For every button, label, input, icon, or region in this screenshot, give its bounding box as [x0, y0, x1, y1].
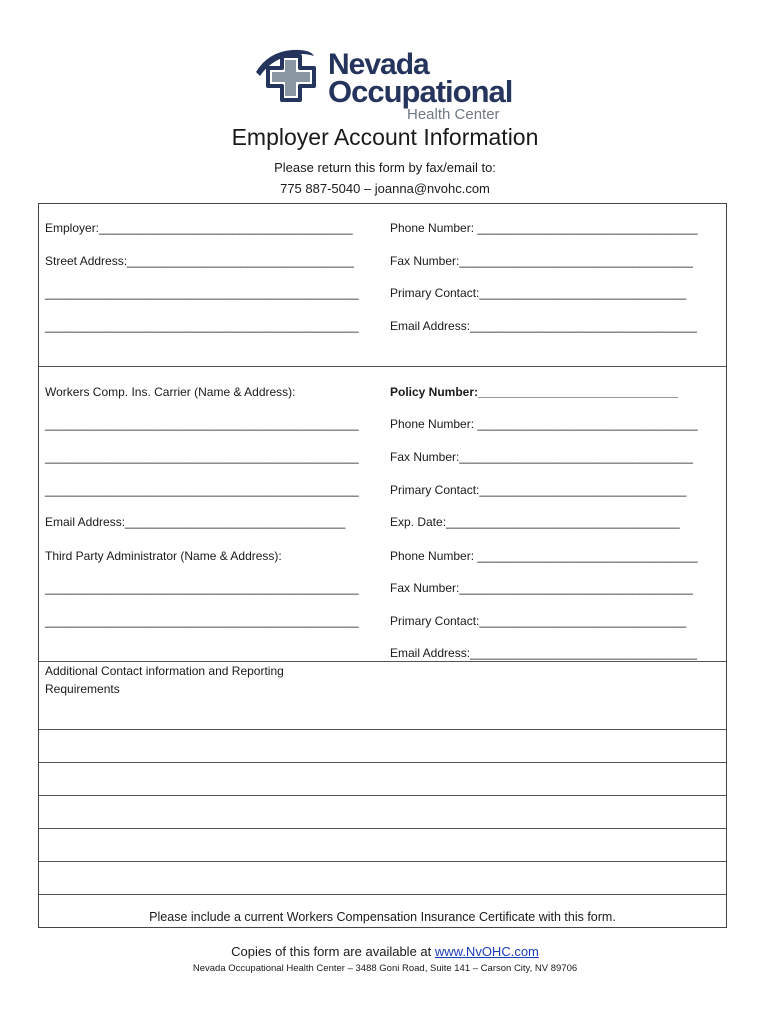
notes-line[interactable]	[39, 894, 726, 895]
policy-number-field[interactable]: Policy Number:______________________________	[390, 385, 679, 399]
employer-field[interactable]: Employer:______________________________________	[45, 221, 353, 235]
logo	[248, 44, 538, 124]
carrier-contact-field[interactable]: Primary Contact:_______________________________	[390, 483, 687, 497]
carrier-email-field[interactable]: Email Address:_________________________________	[45, 515, 346, 529]
tpa-phone-field[interactable]: Phone Number: _________________________________	[390, 549, 698, 563]
address-line-3-field[interactable]: _______________________________________________	[45, 319, 359, 333]
tpa-fax-field[interactable]: Fax Number:___________________________________	[390, 581, 693, 595]
employer-contact-field[interactable]: Primary Contact:_______________________________	[390, 286, 687, 300]
carrier-line-2-field[interactable]: _______________________________________________	[45, 450, 359, 464]
exp-date-field[interactable]: Exp. Date:___________________________________	[390, 515, 680, 529]
tpa-line-1-field[interactable]: _______________________________________________	[45, 581, 359, 595]
tpa-label: Third Party Administrator (Name & Address):	[45, 549, 282, 563]
additional-info-label-1: Additional Contact information and Reporting	[45, 664, 284, 678]
logo-line-3: Health Center	[407, 106, 500, 123]
notes-line[interactable]	[39, 729, 726, 730]
address-line-2-field[interactable]: _______________________________________________	[45, 286, 359, 300]
carrier-line-3-field[interactable]: _______________________________________________	[45, 483, 359, 497]
tpa-line-2-field[interactable]: _______________________________________________	[45, 614, 359, 628]
divider	[39, 661, 726, 662]
additional-info-label-2: Requirements	[45, 682, 120, 696]
logo-line-2: Occupational	[328, 74, 513, 109]
logo-line-1: Nevada	[328, 48, 429, 81]
employer-email-field[interactable]: Email Address:__________________________________	[390, 319, 697, 333]
page-title: Employer Account Information	[231, 124, 539, 150]
copies-note	[0, 944, 770, 959]
carrier-line-1-field[interactable]: _______________________________________________	[45, 417, 359, 431]
tpa-email-field[interactable]: Email Address:__________________________________	[390, 646, 697, 660]
footer-address: Nevada Occupational Health Center – 3488 Goni Road, Suite 141 – Carson City, NV 89706	[192, 963, 578, 974]
notes-line[interactable]	[39, 828, 726, 829]
employer-phone-field[interactable]: Phone Number: _________________________________	[390, 221, 698, 235]
notes-line[interactable]	[39, 861, 726, 862]
carrier-phone-field[interactable]: Phone Number: _________________________________	[390, 417, 698, 431]
return-contact: 775 887-5040 – joanna@nvohc.com	[280, 181, 490, 196]
tpa-contact-field[interactable]: Primary Contact:_______________________________	[390, 614, 687, 628]
street-address-field[interactable]: Street Address:__________________________________	[45, 254, 354, 268]
medical-cross-icon	[248, 46, 326, 116]
website-link[interactable]: www.NvOHC.com	[434, 944, 539, 959]
copies-text: Copies of this form are available at	[231, 944, 435, 959]
carrier-fax-field[interactable]: Fax Number:___________________________________	[390, 450, 693, 464]
certificate-note: Please include a current Workers Compensation Insurance Certificate with this form.	[149, 910, 616, 924]
return-instruction: Please return this form by fax/email to:	[274, 160, 496, 175]
notes-line[interactable]	[39, 762, 726, 763]
employer-form	[38, 203, 727, 928]
divider	[39, 366, 726, 367]
employer-fax-field[interactable]: Fax Number:___________________________________	[390, 254, 693, 268]
notes-line[interactable]	[39, 795, 726, 796]
carrier-label: Workers Comp. Ins. Carrier (Name & Address):	[45, 385, 296, 399]
